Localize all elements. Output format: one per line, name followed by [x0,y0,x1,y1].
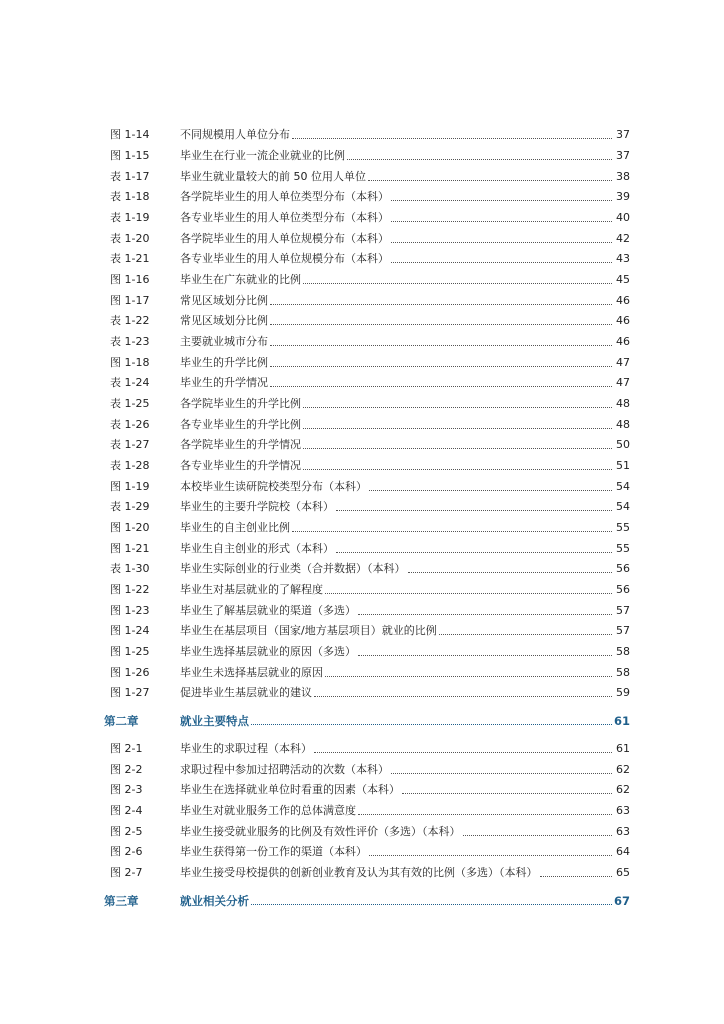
toc-entry-title: 求职过程中参加过招聘活动的次数（本科） [180,763,389,776]
toc-entry-label: 图 2-7 [110,866,143,879]
toc-entry[interactable] [110,800,630,818]
toc-leader-dots [270,296,612,305]
toc-page-number: 56 [616,562,630,575]
toc-entry-label: 图 1-22 [110,583,150,596]
toc-entry-label: 表 1-29 [110,500,150,513]
toc-entry[interactable] [110,145,630,163]
toc-entry-title: 主要就业城市分布 [180,335,268,348]
toc-entry-label: 图 1-17 [110,294,150,307]
toc-leader-dots [251,716,612,725]
toc-entry-label: 表 1-21 [110,252,150,265]
toc-page-number: 37 [616,128,630,141]
toc-entry-label: 图 1-16 [110,273,150,286]
toc-entry-label: 图 1-27 [110,686,150,699]
toc-entry-label: 图 1-26 [110,666,150,679]
toc-entry-label: 图 1-21 [110,542,150,555]
toc-entry-title: 就业相关分析 [180,894,249,908]
toc-entry-label: 表 1-24 [110,376,150,389]
toc-entry-title: 毕业生的升学情况 [180,376,268,389]
toc-page-number: 47 [616,356,630,369]
toc-page-number: 58 [616,645,630,658]
toc-entry[interactable] [110,124,630,142]
toc-entry[interactable] [110,496,630,514]
toc-leader-dots [325,668,612,677]
toc-leader-dots [251,896,612,905]
toc-entry-label: 图 1-25 [110,645,150,658]
toc-leader-dots [314,688,612,697]
toc-entry-label: 图 2-2 [110,763,143,776]
toc-leader-dots [369,482,612,491]
toc-entry[interactable] [110,352,630,370]
toc-entry-title: 各专业毕业生的用人单位类型分布（本科） [180,211,389,224]
toc-entry-label: 表 1-18 [110,190,150,203]
toc-entry-label: 图 2-3 [110,783,143,796]
toc-page-number: 45 [616,273,630,286]
toc-entry[interactable] [110,538,630,556]
toc-page-number: 54 [616,500,630,513]
toc-entry-title: 毕业生对基层就业的了解程度 [180,583,323,596]
toc-entry[interactable] [110,641,630,659]
toc-entry[interactable] [110,558,630,576]
toc-entry[interactable] [110,738,630,756]
toc-entry[interactable] [110,455,630,473]
toc-entry[interactable] [110,393,630,411]
toc-entry-label: 图 2-6 [110,845,143,858]
toc-page-number: 47 [616,376,630,389]
toc-leader-dots [391,254,612,263]
toc-entry[interactable] [110,372,630,390]
toc-page-number: 38 [616,170,630,183]
toc-page-number: 62 [616,783,630,796]
toc-entry-title: 常见区域划分比例 [180,314,268,327]
toc-chapter-entry[interactable] [104,890,630,908]
toc-leader-dots [314,744,612,753]
toc-entry-label: 图 1-23 [110,604,150,617]
toc-entry-title: 毕业生接受母校提供的创新创业教育及认为其有效的比例（多选）（本科） [180,866,538,879]
toc-entry-label: 图 1-19 [110,480,150,493]
toc-leader-dots [270,316,612,325]
toc-page-number: 46 [616,314,630,327]
toc-entry[interactable] [110,759,630,777]
toc-entry-label: 表 1-26 [110,418,150,431]
toc-entry-title: 毕业生获得第一份工作的渠道（本科） [180,845,367,858]
toc-entry[interactable] [110,228,630,246]
toc-entry-label: 图 1-24 [110,624,150,637]
toc-leader-dots [325,585,612,594]
toc-leader-dots [439,626,612,635]
toc-entry-label: 图 2-1 [110,742,143,755]
toc-page-number: 55 [616,542,630,555]
toc-entry-title: 毕业生实际创业的行业类（合并数据）（本科） [180,562,406,575]
toc-leader-dots [303,440,612,449]
toc-entry-label: 图 1-14 [110,128,150,141]
toc-entry-label: 表 1-19 [110,211,150,224]
toc-entry-title: 毕业生了解基层就业的渠道（多选） [180,604,356,617]
toc-page-number: 46 [616,335,630,348]
toc-entry-title: 毕业生的自主创业比例 [180,521,290,534]
toc-entry[interactable] [110,517,630,535]
toc-entry-label: 第三章 [104,894,139,908]
toc-entry[interactable] [110,779,630,797]
toc-page-number: 48 [616,418,630,431]
toc-entry-title: 各学院毕业生的升学比例 [180,397,301,410]
toc-entry[interactable] [110,290,630,308]
toc-leader-dots [347,151,612,160]
toc-page-number: 50 [616,438,630,451]
toc-leader-dots [303,399,612,408]
toc-entry[interactable] [110,310,630,328]
toc-entry-label: 图 1-15 [110,149,150,162]
toc-entry[interactable] [110,207,630,225]
toc-leader-dots [402,785,612,794]
toc-entry-label: 表 1-20 [110,232,150,245]
toc-page-number: 57 [616,624,630,637]
toc-leader-dots [270,378,612,387]
toc-entry[interactable] [110,269,630,287]
toc-entry-label: 表 1-28 [110,459,150,472]
toc-entry[interactable] [110,414,630,432]
toc-entry-title: 毕业生的求职过程（本科） [180,742,312,755]
toc-entry-title: 就业主要特点 [180,714,249,728]
toc-entry-title: 常见区域划分比例 [180,294,268,307]
toc-page-number: 58 [616,666,630,679]
toc-entry-title: 各专业毕业生的用人单位规模分布（本科） [180,252,389,265]
toc-entry[interactable] [110,600,630,618]
toc-entry-title: 各专业毕业生的升学比例 [180,418,301,431]
toc-leader-dots [292,130,612,139]
toc-entry-title: 毕业生在基层项目（国家/地方基层项目）就业的比例 [180,624,437,637]
toc-entry-label: 表 1-22 [110,314,150,327]
toc-page-number: 48 [616,397,630,410]
toc-leader-dots [303,275,612,284]
toc-entry-label: 表 1-17 [110,170,150,183]
toc-page-number: 57 [616,604,630,617]
toc-entry[interactable] [110,682,630,700]
toc-leader-dots [270,358,612,367]
toc-leader-dots [463,827,613,836]
toc-leader-dots [368,172,612,181]
toc-leader-dots [270,337,612,346]
toc-entry-title: 毕业生接受就业服务的比例及有效性评价（多选）（本科） [180,825,461,838]
toc-leader-dots [292,523,612,532]
toc-leader-dots [358,606,612,615]
toc-page-number: 61 [613,714,630,728]
toc-entry-label: 表 1-23 [110,335,150,348]
toc-entry-title: 毕业生对就业服务工作的总体满意度 [180,804,356,817]
toc-entry-title: 毕业生未选择基层就业的原因 [180,666,323,679]
toc-leader-dots [391,192,612,201]
toc-leader-dots [408,564,613,573]
toc-leader-dots [391,234,612,243]
toc-leader-dots [303,420,612,429]
toc-entry[interactable] [110,862,630,880]
toc-entry-title: 各专业毕业生的升学情况 [180,459,301,472]
toc-page-number: 56 [616,583,630,596]
toc-entry[interactable] [110,331,630,349]
toc-leader-dots [358,806,612,815]
toc-entry-title: 本校毕业生读研院校类型分布（本科） [180,480,367,493]
toc-page-number: 51 [616,459,630,472]
toc-entry[interactable] [110,662,630,680]
toc-entry-label: 表 1-30 [110,562,150,575]
toc-entry[interactable] [110,579,630,597]
toc-entry-label: 表 1-25 [110,397,150,410]
toc-leader-dots [540,868,613,877]
toc-entry-label: 图 2-5 [110,825,143,838]
toc-entry[interactable] [110,476,630,494]
toc-page-number: 55 [616,521,630,534]
toc-leader-dots [391,765,612,774]
toc-entry-title: 毕业生选择基层就业的原因（多选） [180,645,356,658]
toc-leader-dots [336,544,612,553]
toc-entry[interactable] [110,186,630,204]
toc-entry[interactable] [110,821,630,839]
toc-entry-title: 毕业生在选择就业单位时看重的因素（本科） [180,783,400,796]
toc-entry-title: 毕业生的主要升学院校（本科） [180,500,334,513]
toc-page-number: 46 [616,294,630,307]
toc-page-number: 39 [616,190,630,203]
toc-entry-label: 图 1-20 [110,521,150,534]
toc-entry-title: 促进毕业生基层就业的建议 [180,686,312,699]
toc-entry-title: 毕业生自主创业的形式（本科） [180,542,334,555]
toc-page-number: 67 [613,894,630,908]
toc-page-number: 63 [616,825,630,838]
toc-entry-title: 毕业生的升学比例 [180,356,268,369]
toc-page-number: 61 [616,742,630,755]
toc-entry-title: 各学院毕业生的升学情况 [180,438,301,451]
toc-entry[interactable] [110,620,630,638]
toc-page-number: 54 [616,480,630,493]
toc-page-number: 43 [616,252,630,265]
toc-page-number: 63 [616,804,630,817]
toc-leader-dots [369,847,612,856]
toc-entry-title: 毕业生在广东就业的比例 [180,273,301,286]
toc-entry-title: 不同规模用人单位分布 [180,128,290,141]
toc-entry[interactable] [110,248,630,266]
toc-page-number: 59 [616,686,630,699]
toc-entry-label: 表 1-27 [110,438,150,451]
toc-entry[interactable] [110,166,630,184]
toc-entry-label: 第二章 [104,714,139,728]
toc-page-number: 64 [616,845,630,858]
toc-leader-dots [391,213,612,222]
toc-page-number: 42 [616,232,630,245]
toc-entry-title: 毕业生就业量较大的前 50 位用人单位 [180,170,366,183]
toc-entry[interactable] [110,434,630,452]
toc-entry-label: 图 2-4 [110,804,143,817]
toc-leader-dots [358,647,612,656]
toc-entry-label: 图 1-18 [110,356,150,369]
toc-page-number: 62 [616,763,630,776]
toc-page-number: 65 [616,866,630,879]
toc-page-number: 40 [616,211,630,224]
toc-entry[interactable] [110,841,630,859]
toc-entry-title: 各学院毕业生的用人单位类型分布（本科） [180,190,389,203]
toc-entry-title: 毕业生在行业一流企业就业的比例 [180,149,345,162]
toc-leader-dots [303,461,612,470]
toc-leader-dots [336,502,612,511]
toc-chapter-entry[interactable] [104,710,630,728]
toc-page-number: 37 [616,149,630,162]
toc-entry-title: 各学院毕业生的用人单位规模分布（本科） [180,232,389,245]
